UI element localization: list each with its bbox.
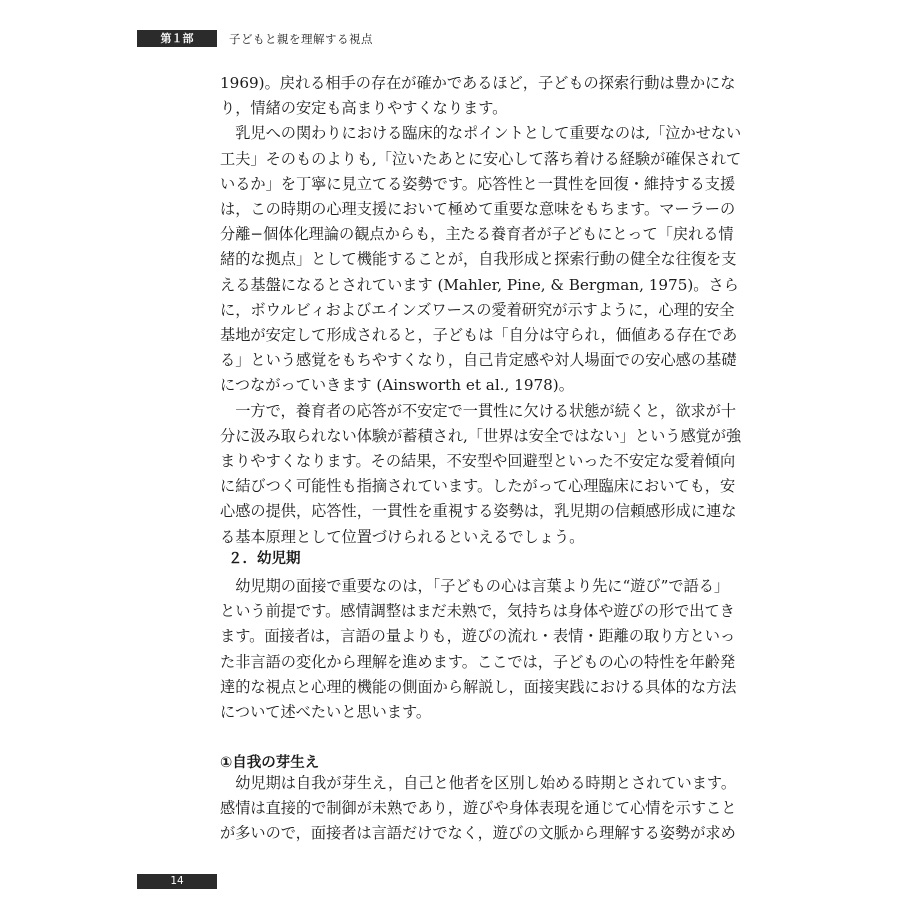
text-line: 分離−個体化理論の観点からも，主たる養育者が子どもにとって「戻れる情 <box>220 225 734 244</box>
text-line: まりやすくなります。その結果，不安型や回避型といった不安定な愛着傾向 <box>220 452 736 471</box>
text-line: 幼児期は自我が芽生え，自己と他者を区別し始める時期とされています。 <box>220 774 737 792</box>
text-line: は，この時期の心理支援において極めて重要な意味をもちます。マーラーの <box>220 200 736 219</box>
body-text-mid <box>220 574 736 725</box>
text-line: 一方で，養育者の応答が不安定で一貫性に欠ける状態が続くと，欲求が十 <box>220 401 737 420</box>
text-line: た非言語の変化から理解を進めます。ここでは，子どもの心の特性を年齢発 <box>220 652 736 671</box>
text-line: に，ボウルビィおよびエインズワースの愛着研究が示すように，心理的安全 <box>220 300 735 319</box>
text-line: 心感の提供，応答性，一貫性を重視する姿勢は，乳児期の信頼感形成に連な <box>220 502 737 521</box>
text-line: 緒的な拠点」として機能することが，自我形成と探索行動の健全な往復を支 <box>220 250 737 269</box>
text-line: る」という感覚をもちやすくなり，自己肯定感や対人場面での安心感の基礎 <box>220 351 737 370</box>
text-line: ます。面接者は，言語の量よりも，遊びの流れ・表情・距離の取り方といっ <box>220 627 736 646</box>
part-badge: 第１部 <box>137 30 217 47</box>
text-line: いるか」を丁寧に見立てる姿勢です。応答性と一貫性を回復・維持する支援 <box>220 174 736 193</box>
text-line: 分に汲み取られない体験が蓄積され,「世界は安全ではない」という感覚が強 <box>220 426 742 445</box>
running-header <box>137 30 373 47</box>
body-text-top <box>220 71 741 550</box>
text-line: 感情は直接的で制御が未熟であり，遊びや身体表現を通じて心情を示すこと <box>220 799 737 818</box>
text-line: につながっていきます (Ainsworth et al., 1978)。 <box>220 376 574 395</box>
text-line: 達的な視点と心理的機能の側面から解説し，面接実践における具体的な方法 <box>220 677 737 696</box>
text-line: 幼児期の面接で重要なのは，「子どもの心は言葉より先に“遊び”で語る」 <box>220 577 730 595</box>
sub-heading: ①自我の芽生え <box>220 755 320 771</box>
text-line: り，情緒の安定も高まりやすくなります。 <box>220 99 508 118</box>
text-line: 乳児への関わりにおける臨床的なポイントとして重要なのは,「泣かせない <box>220 124 742 143</box>
text-line: 1969)。戻れる相手の存在が確かであるほど，子どもの探索行動は豊かにな <box>220 74 736 92</box>
text-line: に結びつく可能性も指摘されています。したがって心理臨床においても，安 <box>220 477 736 496</box>
text-line: える基盤になるとされています (Mahler, Pine, & Bergman, 1975)。さら <box>220 275 739 294</box>
page-number: 14 <box>137 874 217 889</box>
text-line: について述べたいと思います。 <box>220 703 432 722</box>
body-text-bottom <box>220 771 736 847</box>
text-line: る基本原理として位置づけられるといえるでしょう。 <box>220 527 585 546</box>
text-line: が多いので，面接者は言語だけでなく，遊びの文脈から理解する姿勢が求め <box>220 824 736 843</box>
text-line: 工夫」そのものよりも,「泣いたあとに安心して落ち着ける経験が確保されて <box>220 149 742 168</box>
text-line: という前提です。感情調整はまだ未熟で，気持ちは身体や遊びの形で出てき <box>220 602 735 621</box>
section-heading: ２．幼児期 <box>228 551 301 567</box>
text-line: 基地が安定して形成されると，子どもは「自分は守られ，価値ある存在であ <box>220 326 738 345</box>
part-title: 子どもと親を理解する視点 <box>229 31 373 46</box>
